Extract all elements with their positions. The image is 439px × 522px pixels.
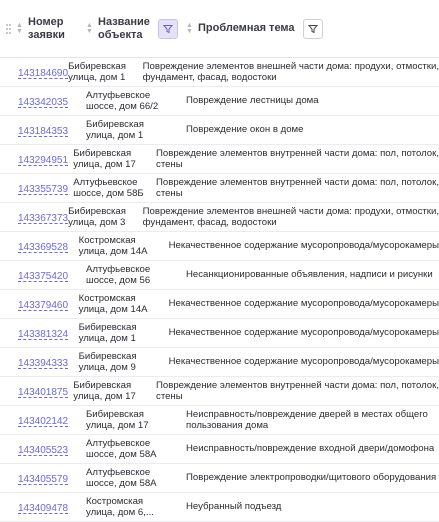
request-number-cell bbox=[0, 411, 86, 429]
request-number-link[interactable]: 143294951 bbox=[18, 155, 69, 166]
problem-topic-cell: Повреждение элементов внешней части дома: продухи, отмостки, фундамент, фасад, водостоки bbox=[142, 205, 439, 228]
object-name-cell: Бибиревская улица, дом 17 bbox=[73, 379, 136, 402]
request-number-cell bbox=[0, 295, 79, 313]
problem-topic-cell: Некачественное содержание мусоропровода/мусорокамеры bbox=[168, 327, 439, 339]
request-number-link[interactable]: 143342035 bbox=[18, 97, 69, 108]
object-name-cell: Бибиревская улица, дом 17 bbox=[86, 408, 149, 431]
object-name-cell: Алтуфьевское шоссе, дом 56 bbox=[86, 263, 151, 286]
column-header-object[interactable] bbox=[86, 0, 182, 57]
column-header-number[interactable] bbox=[0, 0, 86, 57]
object-name-cell: Костромская улица, дом 6,... bbox=[86, 495, 154, 518]
column-header-label: Название объекта bbox=[98, 15, 150, 41]
table-row[interactable] bbox=[0, 406, 439, 435]
request-number-cell bbox=[0, 440, 86, 458]
object-name-cell: Бибиревская улица, дом 17 bbox=[73, 147, 136, 170]
table-row[interactable] bbox=[0, 174, 439, 203]
request-number-link[interactable]: 143402142 bbox=[18, 416, 69, 427]
request-number-cell bbox=[0, 92, 86, 110]
problem-topic-cell: Неисправность/повреждение входной двери/домофона bbox=[186, 443, 435, 455]
request-number-cell bbox=[0, 498, 86, 516]
request-number-link[interactable]: 143405579 bbox=[18, 474, 69, 485]
problem-topic-cell: Неисправность/повреждение дверей в местах общего пользования дома bbox=[186, 408, 428, 431]
object-name-cell: Алтуфьевское шоссе, дом 58Б bbox=[73, 176, 144, 199]
request-number-cell bbox=[0, 353, 79, 371]
request-number-link[interactable]: 143381324 bbox=[18, 329, 69, 340]
request-number-cell bbox=[0, 63, 68, 81]
table-row[interactable] bbox=[0, 261, 439, 290]
table-row[interactable] bbox=[0, 87, 439, 116]
table-row[interactable] bbox=[0, 348, 439, 377]
request-number-link[interactable]: 143409478 bbox=[18, 503, 69, 514]
request-number-link[interactable]: 143184353 bbox=[18, 126, 69, 137]
table-row[interactable] bbox=[0, 145, 439, 174]
problem-topic-cell: Неубранный подъезд bbox=[186, 501, 282, 513]
object-name-cell: Алтуфьевское шоссе, дом 58А bbox=[86, 466, 157, 489]
object-name-cell: Бибиревская улица, дом 9 bbox=[78, 350, 137, 373]
object-name-cell: Бибиревская улица, дом 3 bbox=[68, 205, 126, 228]
table-row[interactable] bbox=[0, 493, 439, 522]
request-number-link[interactable]: 143375420 bbox=[18, 271, 69, 282]
request-number-link[interactable]: 143184690 bbox=[18, 68, 69, 79]
object-name-cell: Алтуфьевское шоссе, дом 66/2 bbox=[86, 89, 159, 112]
table-row[interactable] bbox=[0, 203, 439, 232]
filter-icon bbox=[308, 24, 318, 34]
column-header-label: Номер заявки bbox=[28, 15, 65, 41]
problem-topic-cell: Повреждение окон в доме bbox=[186, 124, 304, 136]
table-row[interactable] bbox=[0, 116, 439, 145]
request-number-cell bbox=[0, 208, 68, 226]
table-row[interactable] bbox=[0, 464, 439, 493]
request-number-cell bbox=[0, 121, 86, 139]
request-number-link[interactable]: 143394333 bbox=[18, 358, 69, 369]
problem-topic-cell: Повреждение элементов внешней части дома: продухи, отмостки, фундамент, фасад, водостоки bbox=[142, 60, 439, 83]
sort-icon[interactable]: ▲ ▼ bbox=[186, 21, 193, 35]
object-name-cell: Костромская улица, дом 14А bbox=[78, 292, 148, 315]
problem-topic-cell: Несанкционированные объявления, надписи и рисунки bbox=[186, 269, 433, 281]
object-name-cell: Бибиревская улица, дом 1 bbox=[86, 118, 144, 141]
request-number-cell bbox=[0, 179, 73, 197]
problem-topic-cell: Повреждение электропроводки/щитового оборудования bbox=[186, 472, 437, 484]
request-number-link[interactable]: 143379460 bbox=[18, 300, 69, 311]
table-row[interactable] bbox=[0, 319, 439, 348]
sort-icon[interactable]: ▲ ▼ bbox=[86, 21, 93, 35]
filter-icon bbox=[163, 24, 173, 34]
drag-handle-icon[interactable] bbox=[6, 23, 12, 35]
column-header-topic[interactable] bbox=[182, 0, 439, 57]
table-row[interactable] bbox=[0, 58, 439, 87]
request-number-cell bbox=[0, 469, 86, 487]
request-number-cell bbox=[0, 324, 79, 342]
object-name-cell: Костромская улица, дом 14А bbox=[78, 234, 148, 257]
request-number-link[interactable]: 143367373 bbox=[18, 213, 69, 224]
table-header bbox=[0, 0, 439, 58]
sort-icon[interactable]: ▲ ▼ bbox=[16, 21, 23, 35]
request-number-cell bbox=[0, 237, 79, 255]
table-row[interactable] bbox=[0, 290, 439, 319]
request-number-cell bbox=[0, 150, 73, 168]
request-number-link[interactable]: 143369528 bbox=[18, 242, 69, 253]
problem-topic-cell: Некачественное содержание мусоропровода/мусорокамеры bbox=[168, 298, 439, 310]
request-number-cell bbox=[0, 266, 86, 284]
request-number-cell bbox=[0, 382, 73, 400]
problem-topic-cell: Повреждение элементов внутренней части дома: пол, потолок, стены bbox=[156, 379, 439, 402]
object-name-cell: Бибиревская улица, дом 1 bbox=[78, 321, 137, 344]
table-row[interactable] bbox=[0, 377, 439, 406]
table-row[interactable] bbox=[0, 232, 439, 261]
filter-button-topic[interactable] bbox=[303, 19, 323, 39]
table-row[interactable] bbox=[0, 435, 439, 464]
object-name-cell: Бибиревская улица, дом 1 bbox=[68, 60, 126, 83]
problem-topic-cell: Повреждение элементов внутренней части дома: пол, потолок, стены bbox=[156, 176, 439, 199]
problem-topic-cell: Некачественное содержание мусоропровода/мусорокамеры bbox=[168, 240, 439, 252]
problem-topic-cell: Повреждение элементов внутренней части дома: пол, потолок, стены bbox=[156, 147, 439, 170]
problem-topic-cell: Повреждение лестницы дома bbox=[186, 95, 319, 107]
problem-topic-cell: Некачественное содержание мусоропровода/мусорокамеры bbox=[168, 356, 439, 368]
request-number-link[interactable]: 143405523 bbox=[18, 445, 69, 456]
request-number-link[interactable]: 143401875 bbox=[18, 387, 69, 398]
object-name-cell: Алтуфьевское шоссе, дом 58А bbox=[86, 437, 157, 460]
filter-button-object[interactable] bbox=[158, 19, 178, 39]
request-number-link[interactable]: 143355739 bbox=[18, 184, 69, 195]
column-header-label: Проблемная тема bbox=[198, 22, 295, 34]
table-body bbox=[0, 58, 439, 522]
